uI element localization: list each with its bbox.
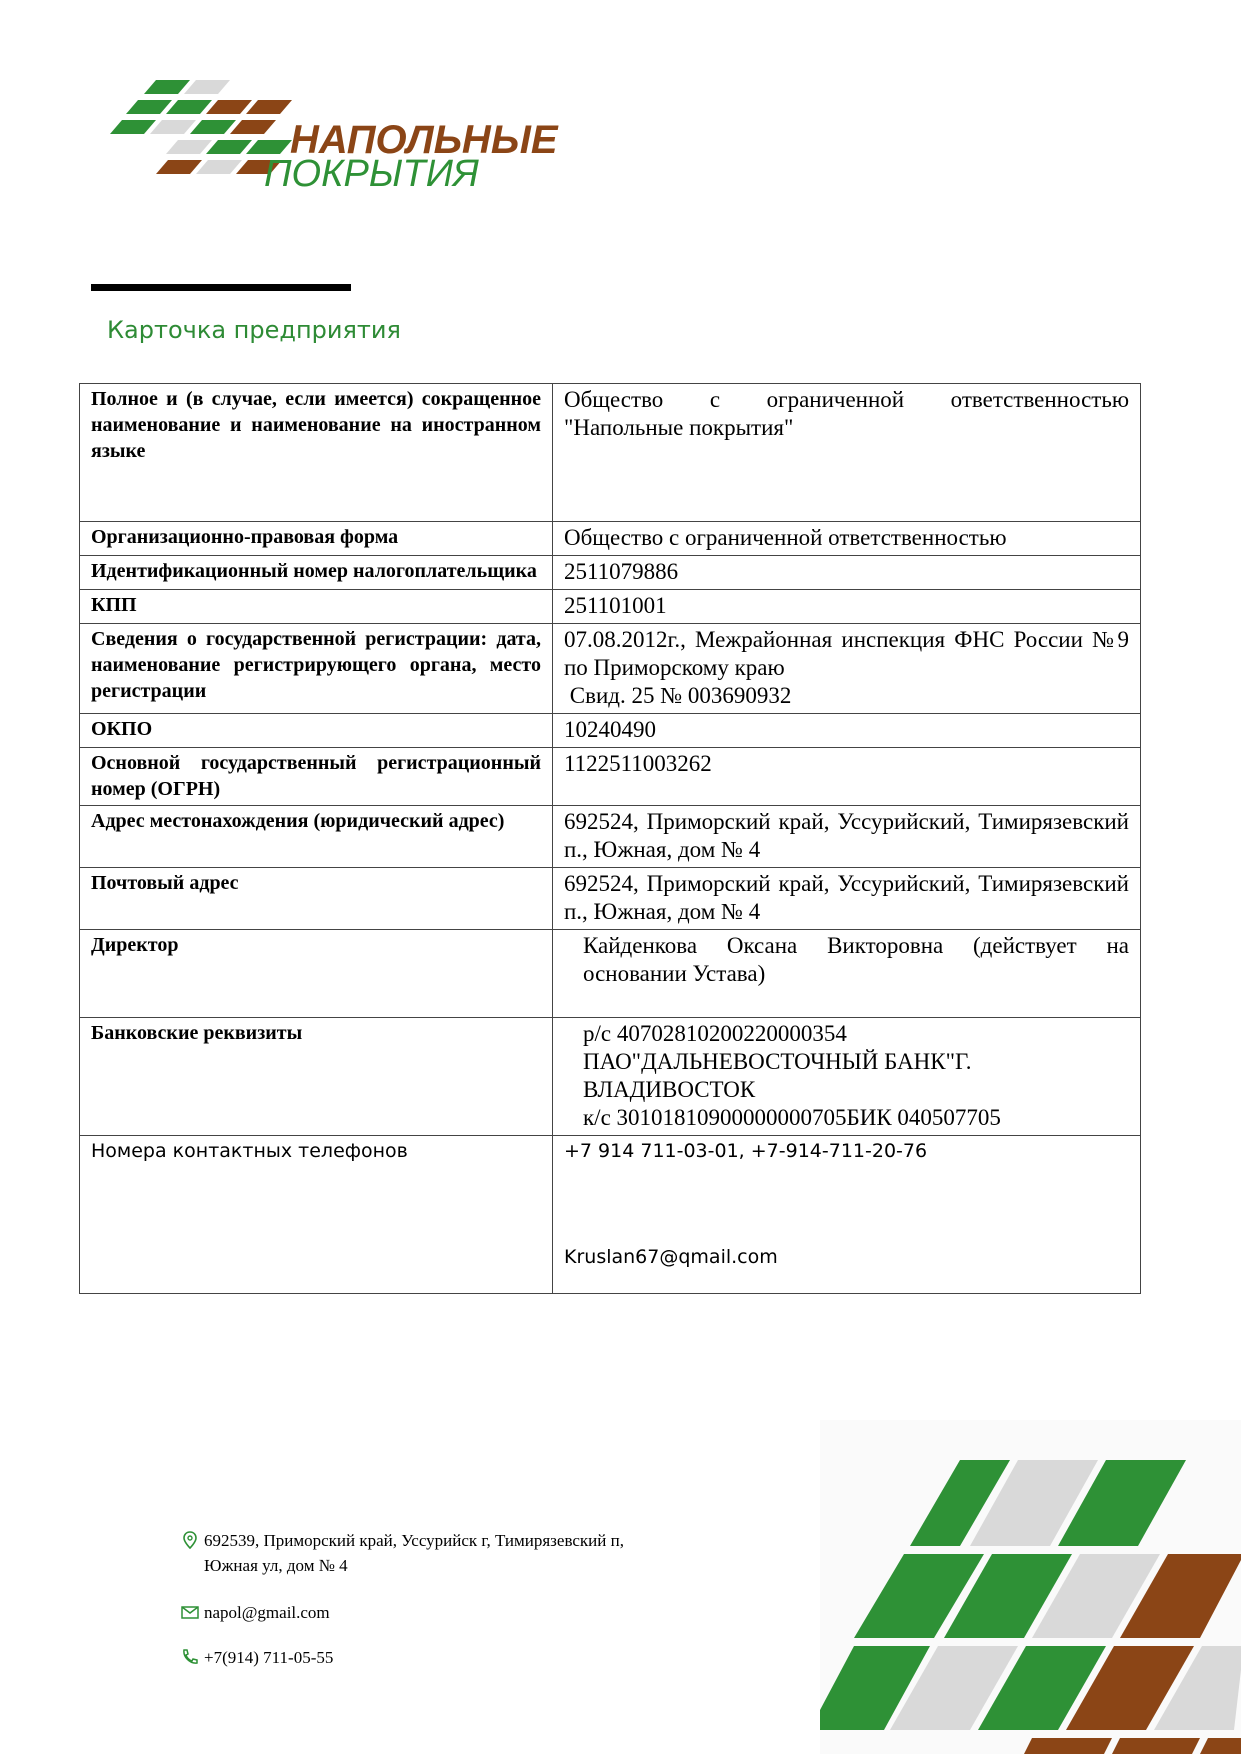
row-value	[553, 1018, 1141, 1136]
row-label: Полное и (в случае, если имеется) сокращенное наименование и наименование на иностранном языке	[80, 384, 553, 522]
row-label: ОКПО	[80, 714, 553, 748]
table-row	[80, 714, 1141, 748]
row-value: 692524, Приморский край, Уссурийский, Тимирязевский п., Южная, дом № 4	[553, 868, 1141, 930]
bank-account: р/с 40702810200220000354	[583, 1021, 847, 1046]
row-label: Организационно-правовая форма	[80, 522, 553, 556]
table-row	[80, 1136, 1141, 1294]
row-value: Кайденкова Оксана Викторовна (действует на основании Устава)	[553, 930, 1141, 1018]
contact-email: Kruslan67@qmail.com	[564, 1246, 778, 1268]
document-title: Карточка предприятия	[107, 316, 401, 344]
table-row	[80, 522, 1141, 556]
footer-email	[180, 1600, 330, 1625]
logo-text-line1: НАПОЛЬНЫЕ	[290, 118, 558, 162]
table-row	[80, 1018, 1141, 1136]
row-value: Общество с ограниченной ответственностью	[553, 522, 1141, 556]
table-row	[80, 748, 1141, 806]
decorative-tiles	[820, 1420, 1241, 1754]
row-label: Директор	[80, 930, 553, 1018]
row-label: Основной государственный регистрационный номер (ОГРН)	[80, 748, 553, 806]
row-label: Номера контактных телефонов	[80, 1136, 553, 1294]
company-card-table	[79, 383, 1141, 1294]
contact-phones: +7 914 711-03-01, +7-914-711-20-76	[564, 1140, 928, 1162]
table-row	[80, 590, 1141, 624]
phone-icon	[180, 1647, 200, 1667]
table-row	[80, 868, 1141, 930]
footer-address	[180, 1528, 624, 1578]
row-value: Общество с ограниченной ответственностью "Напольные покрытия"	[553, 384, 1141, 522]
footer-email-text[interactable]: napol@gmail.com	[204, 1603, 330, 1622]
table-row	[80, 384, 1141, 522]
table-row	[80, 806, 1141, 868]
table-row	[80, 930, 1141, 1018]
bank-corr-account: к/с 30101810900000000705БИК 040507705	[583, 1105, 1001, 1130]
table-row	[80, 624, 1141, 714]
row-label: Банковские реквизиты	[80, 1018, 553, 1136]
row-label: Сведения о государственной регистрации: дата, наименование регистрирующего органа, место регистрации	[80, 624, 553, 714]
row-value	[553, 624, 1141, 714]
title-rule	[91, 284, 351, 291]
footer-phone	[180, 1645, 333, 1670]
row-label: Почтовый адрес	[80, 868, 553, 930]
table-row	[80, 556, 1141, 590]
row-label: Адрес местонахождения (юридический адрес)	[80, 806, 553, 868]
row-label: Идентификационный номер налогоплательщика	[80, 556, 553, 590]
footer-phone-text[interactable]: +7(914) 711-05-55	[204, 1648, 334, 1667]
registration-text: 07.08.2012г., Межрайонная инспекция ФНС России №9 по Приморскому краю	[564, 627, 1129, 680]
certificate-number: Свид. 25 № 003690932	[564, 683, 792, 708]
row-value: 251101001	[553, 590, 1141, 624]
row-value	[553, 1136, 1141, 1294]
logo-text-line2: ПОКРЫТИЯ	[264, 153, 479, 195]
mail-icon	[180, 1602, 200, 1622]
row-value: 692524, Приморский край, Уссурийский, Тимирязевский п., Южная, дом № 4	[553, 806, 1141, 868]
bank-name: ПАО"ДАЛЬНЕВОСТОЧНЫЙ БАНК"Г. ВЛАДИВОСТОК	[583, 1049, 972, 1102]
footer-address-line2: Южная ул, дом № 4	[204, 1556, 348, 1575]
row-value: 1122511003262	[553, 748, 1141, 806]
location-icon	[180, 1530, 200, 1550]
row-value: 2511079886	[553, 556, 1141, 590]
row-value: 10240490	[553, 714, 1141, 748]
footer-address-line1: 692539, Приморский край, Уссурийск г, Тимирязевский п,	[204, 1531, 624, 1550]
row-label: КПП	[80, 590, 553, 624]
